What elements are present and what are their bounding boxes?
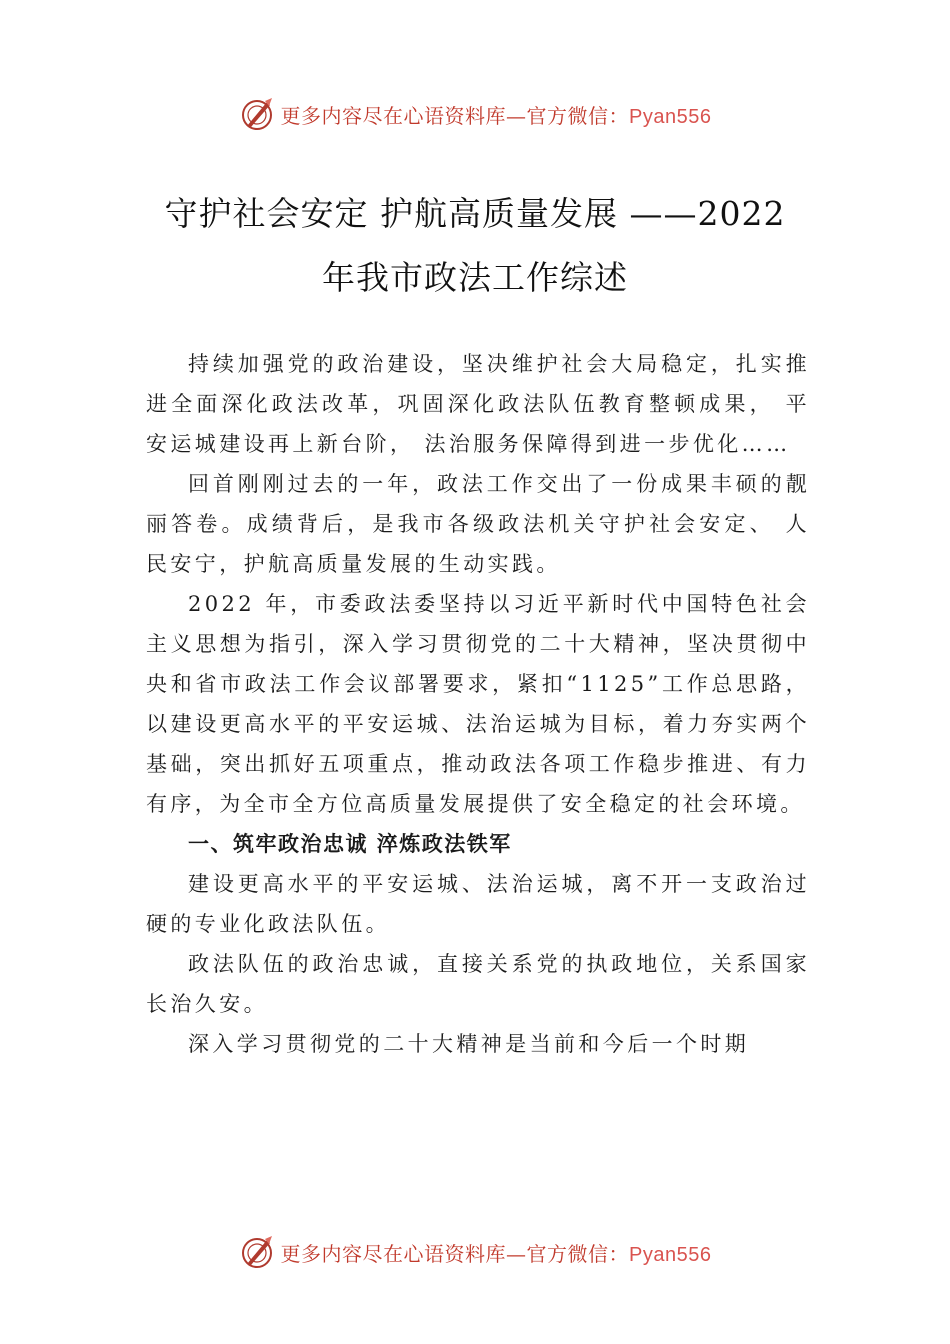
footer-banner (0, 1232, 950, 1272)
document-title (100, 182, 850, 310)
wechat-id: Pyan556 (629, 1243, 712, 1266)
section-heading: 一、筑牢政治忠诚 淬炼政法铁军 (188, 832, 512, 856)
banner-text: 更多内容尽在心语资料库—官方微信：Pyan556 (280, 1241, 712, 1266)
document-body (146, 344, 810, 1064)
paragraph: 持续加强党的政治建设，坚决维护社会大局稳定，扎实推进全面深化政法改革，巩固深化政法队伍教育整顿成果， 平安运城建设再上新台阶， 法治服务保障得到进一步优化…… (146, 352, 810, 456)
paragraph: 回首刚刚过去的一年，政法工作交出了一份成果丰硕的靓丽答卷。成绩背后，是我市各级政法机关守护社会安定、 人民安宁，护航高质量发展的生动实践。 (146, 472, 810, 576)
header-banner (0, 94, 950, 134)
title-line-2: 年我市政法工作综述 (322, 258, 628, 297)
quill-seal-icon (239, 96, 275, 132)
banner-text: 更多内容尽在心语资料库—官方微信：Pyan556 (280, 103, 712, 128)
paragraph: 建设更高水平的平安运城、法治运城，离不开一支政治过硬的专业化政法队伍。 (146, 872, 810, 936)
quill-seal-icon (239, 1234, 275, 1270)
wechat-id: Pyan556 (629, 105, 712, 128)
paragraph: 政法队伍的政治忠诚，直接关系党的执政地位，关系国家长治久安。 (146, 952, 810, 1016)
paragraph: 2022 年，市委政法委坚持以习近平新时代中国特色社会主义思想为指引，深入学习贯彻党的二十大精神，坚决贯彻中央和省市政法工作会议部署要求，紧扣“1125”工作总思路，以建设更高水平的平安运城、法治运城为目标，着力夯实两个基础，突出抓好五项重点，推动政法各项工作稳步推进、有力有序，为全市全方位高质量发展提供了安全稳定的社会环境。 (146, 592, 810, 816)
title-line-1: 守护社会安定 护航高质量发展 ——2022 (164, 194, 786, 233)
paragraph: 深入学习贯彻党的二十大精神是当前和今后一个时期 (188, 1032, 750, 1056)
